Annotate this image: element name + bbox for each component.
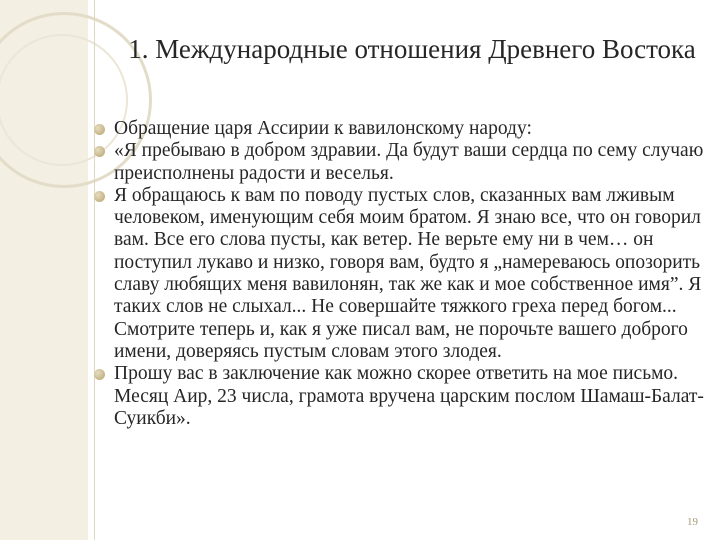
bullet-item xyxy=(92,118,704,140)
slide-number: 19 xyxy=(687,516,698,528)
bullet-text: Я обращаюсь к вам по поводу пустых слов, сказанных вам лживым человеком, именующим себя моим братом. Я знаю все, что он говорил вам. Все его слова пусты, как ветер. Не верьте ему ни в чем… он поступил лукаво и низко, говоря вам, будто я „намереваюсь опозорить славу любящих меня вавилонян, так же как и мое собственное имя”. Я таких слов не слыхал... Не совершайте тяжкого греха перед богом... Смотрите теперь и, как я уже писал вам, не порочьте вашего доброго имени, доверяясь пустым словам этого злодея. xyxy=(114,184,702,362)
bullet-item xyxy=(92,140,704,185)
bullet-dot-icon xyxy=(94,369,105,380)
bullet-item xyxy=(92,185,704,363)
bullet-dot-icon xyxy=(94,146,105,157)
bullet-dot-icon xyxy=(94,124,105,135)
bullet-text: Прошу вас в заключение как можно скорее ответить на мое письмо. Месяц Аир, 23 числа, грамота вручена царским послом Шамаш-Балат-Суикби». xyxy=(114,363,704,429)
bullet-text: «Я пребываю в добром здравии. Да будут ваши сердца по сему случаю преисполнены радости и веселья. xyxy=(114,140,704,184)
bullet-text: Обращение царя Ассирии к вавилонскому народу: xyxy=(114,118,532,139)
bullet-dot-icon xyxy=(94,191,105,202)
bullet-list xyxy=(92,118,704,430)
bullet-item xyxy=(92,363,704,430)
slide-title: 1. Международные отношения Древнего Востока xyxy=(128,34,696,64)
